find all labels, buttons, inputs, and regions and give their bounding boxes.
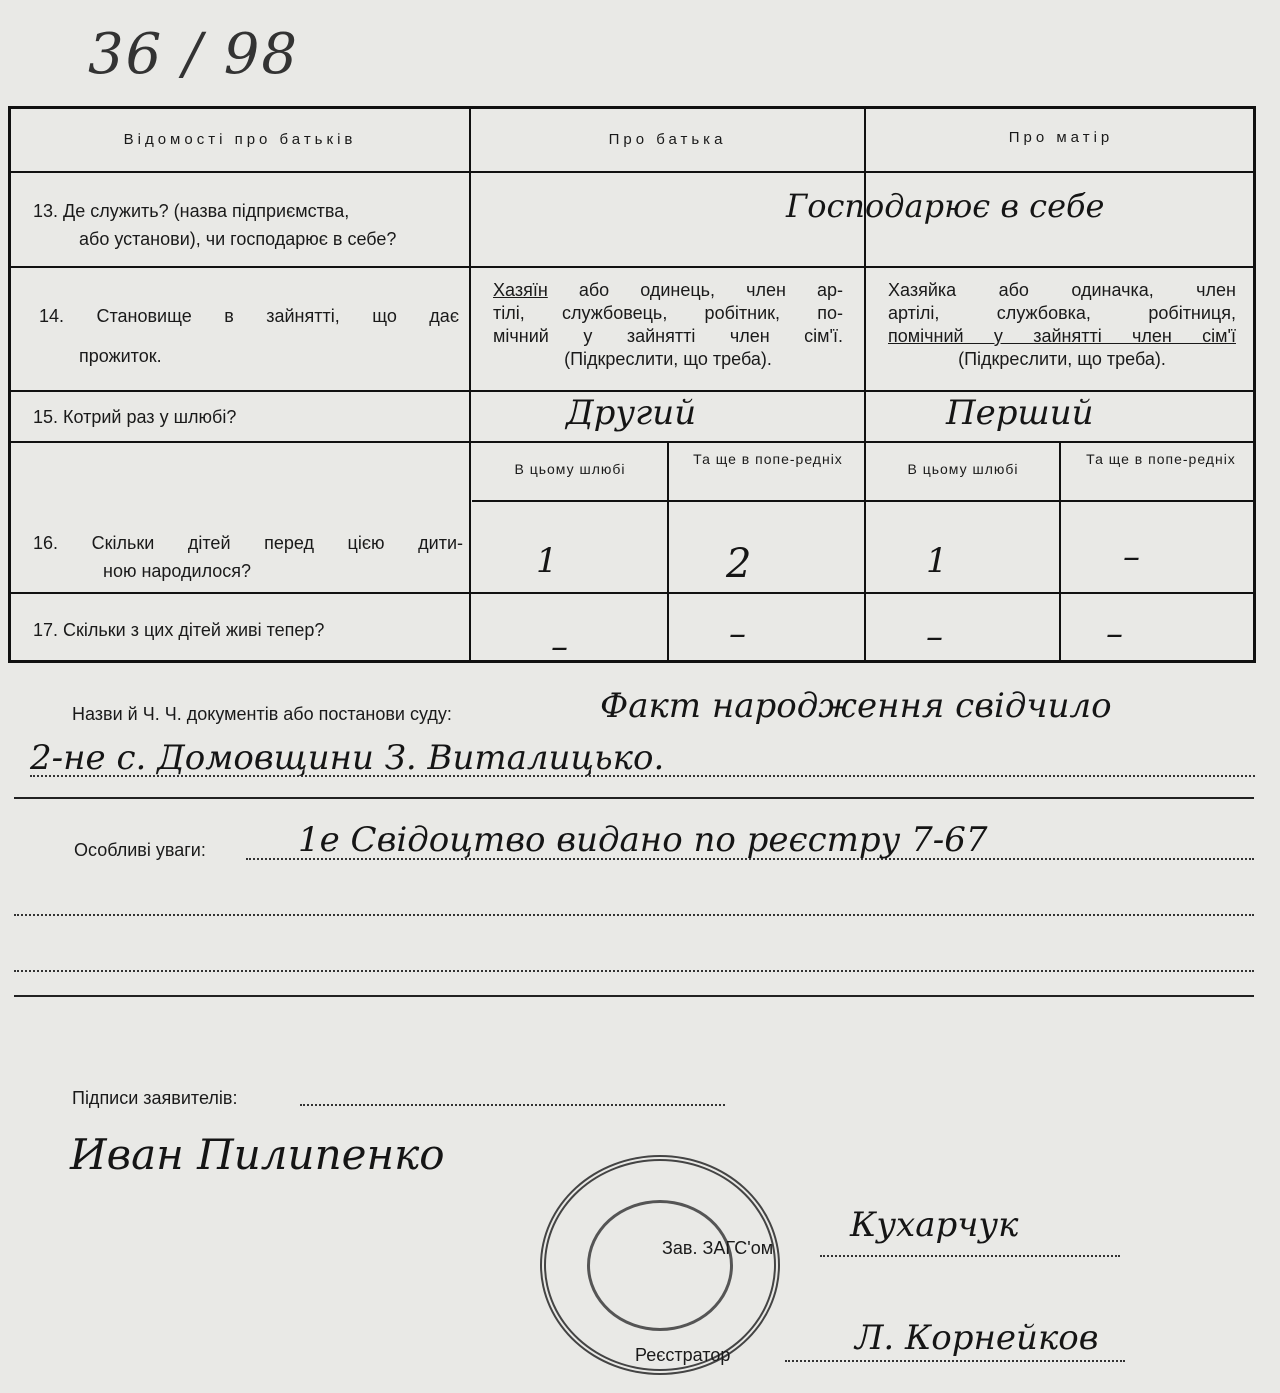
father-occupation-selected: Хазяїн <box>493 280 548 300</box>
section-rule <box>14 995 1254 997</box>
answer-15-mother: Перший <box>946 393 1094 433</box>
applicants-signatures-label: Підписи заявителів: <box>72 1088 238 1108</box>
subheader-father-this-marriage: В цьому шлюбі <box>514 461 626 477</box>
row-divider <box>472 500 1253 502</box>
question-16: 16. Скільки дітей перед цією дити- ною народилося? <box>33 533 463 581</box>
answer-16-father-this: 1 <box>536 541 558 581</box>
official-seal <box>540 1155 780 1375</box>
documents-label: Назви й Ч. Ч. документів або постанови суду: <box>72 704 452 724</box>
answer-17-father-previous: – <box>729 614 746 654</box>
subheader-mother-previous: Та ще в попе-редніх <box>1086 451 1236 467</box>
answer-13: Господарює в себе <box>786 187 1105 225</box>
column-divider <box>667 441 669 660</box>
remarks-value: 1е Свідоцтво видано по реєстру 7-67 <box>298 820 988 860</box>
documents-value-line1: Факт народження свідчило <box>600 686 1112 726</box>
answer-17-mother-previous: – <box>1106 614 1123 654</box>
header-father: Про батька <box>608 131 727 148</box>
seal-inner-ring <box>587 1200 733 1331</box>
header-mother: Про матір <box>1008 129 1114 146</box>
mother-occupation-selected: помічний у зайнятті член сім'ї <box>888 326 1236 346</box>
column-divider <box>469 109 471 660</box>
applicant-signature: Иван Пилипенко <box>70 1130 445 1179</box>
row-divider <box>11 441 1253 443</box>
zags-head-signature: Кухарчук <box>850 1205 1019 1245</box>
registrar-signature: Л. Корнейков <box>855 1318 1099 1358</box>
zags-head-label: Зав. ЗАГС'ом <box>662 1238 774 1258</box>
question-15: 15. Котрий раз у шлюбі? <box>33 407 237 427</box>
section-rule <box>14 797 1254 799</box>
dotted-line <box>820 1255 1120 1257</box>
answer-16-mother-previous: – <box>1123 537 1140 577</box>
column-divider <box>1059 441 1061 660</box>
dotted-line <box>300 1104 725 1106</box>
dotted-line <box>785 1360 1125 1362</box>
question-14: 14. Становище в зайнятті, що дає прожиток. <box>39 306 459 366</box>
answer-16-mother-this: 1 <box>926 541 948 581</box>
father-occupation-options: Хазяїн або одинець, член ар- тілі, службовець, робітник, по- мічний у зайнятті член сім'ї. (Підкреслити, що треба). <box>493 280 843 369</box>
registrar-label: Реєстратор <box>635 1345 731 1365</box>
answer-17-mother-this: – <box>926 617 943 657</box>
page-number: 36 / 98 <box>88 22 299 87</box>
row-divider <box>11 390 1253 392</box>
dotted-line <box>14 914 1254 916</box>
remarks-label: Особливі уваги: <box>74 840 206 860</box>
answer-15-father: Другий <box>566 393 697 433</box>
subheader-father-previous: Та ще в попе-редніх <box>693 451 843 467</box>
question-17: 17. Скільки з цих дітей живі тепер? <box>33 620 325 640</box>
row-divider <box>11 266 1253 268</box>
parents-info-table <box>8 106 1256 667</box>
mother-occupation-options: Хазяйка або одиначка, член артілі, службовка, робітниця, помічний у зайнятті член сім'ї (Підкреслити, що треба). <box>888 280 1236 369</box>
row-divider <box>11 592 1253 594</box>
documents-value-line2: 2-не с. Домовщини З. Виталицько. <box>30 738 665 778</box>
subheader-mother-this-marriage: В цьому шлюбі <box>907 461 1019 477</box>
answer-17-father-this: – <box>551 627 568 667</box>
question-13: 13. Де служить? (назва підприємства, або установи), чи господарює в себе? <box>33 201 397 249</box>
dotted-line <box>14 970 1254 972</box>
header-parents-info: Відомості про батьків <box>123 131 357 148</box>
answer-16-father-previous: 2 <box>726 541 752 587</box>
row-divider <box>11 171 1253 173</box>
